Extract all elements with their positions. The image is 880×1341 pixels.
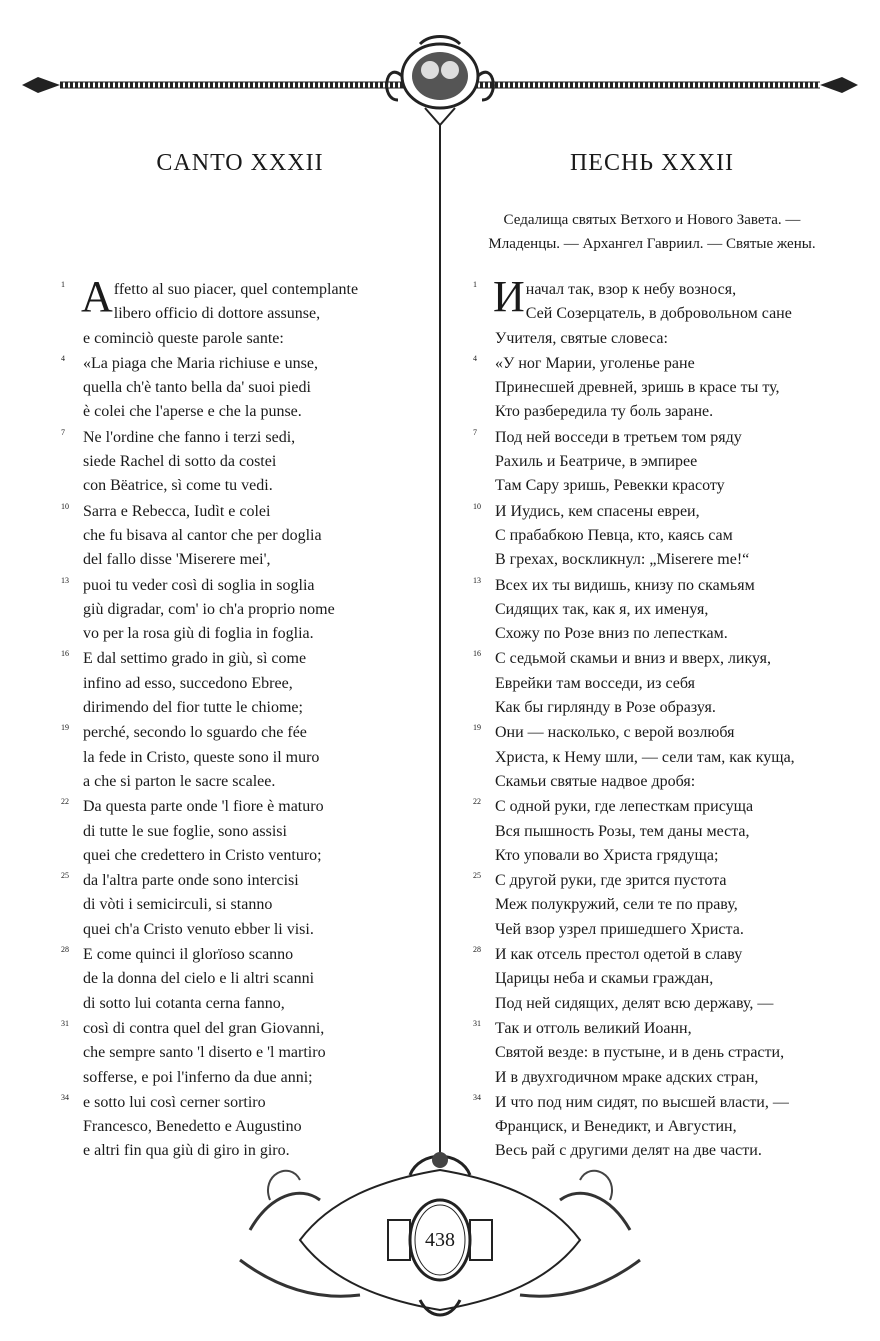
line-number: 34 bbox=[473, 1092, 481, 1102]
tercet bbox=[462, 426, 842, 499]
verse-line: Царицы неба и скамьи граждан, bbox=[495, 970, 714, 988]
verse-line: Христа, к Нему шли, — сели там, как куща, bbox=[495, 748, 795, 766]
verse-line: Так и отголь великий Иоанн, bbox=[495, 1019, 692, 1037]
tercet bbox=[462, 1091, 842, 1164]
verse-line: puoi tu veder così di soglia in soglia bbox=[83, 576, 315, 594]
verse-line: de la donna del cielo e li altri scanni bbox=[83, 970, 315, 988]
tercet bbox=[50, 1091, 430, 1164]
verse-line: Как бы гирлянду в Розе образуя. bbox=[495, 699, 716, 717]
verse-line: «У ног Марии, уголенье ране bbox=[495, 354, 695, 372]
verse-line: di sotto lui cotanta cerna fanno, bbox=[83, 994, 285, 1012]
line-number: 19 bbox=[61, 723, 69, 733]
tercet bbox=[462, 647, 842, 720]
tercet bbox=[50, 500, 430, 573]
verse-line: Кто уповали во Христа грядуща; bbox=[495, 846, 719, 864]
line-number: 25 bbox=[473, 871, 481, 881]
verse-line: Рахиль и Беатриче, в эмпирее bbox=[495, 453, 698, 471]
tercet bbox=[462, 721, 842, 794]
verse-line: Sarra e Rebecca, Iudìt e colei bbox=[83, 502, 271, 520]
line-number: 1 bbox=[61, 280, 65, 289]
verse-line: С прабабкою Певца, кто, каясь сам bbox=[495, 526, 733, 544]
verse-line: E come quinci il glorïoso scanno bbox=[83, 946, 294, 964]
tercet bbox=[50, 795, 430, 868]
verse-line: dirimendo del fior tutte le chiome; bbox=[83, 699, 303, 717]
verse-line: Чей взор узрел пришедшего Христа. bbox=[495, 920, 744, 938]
verse-line: Схожу по Розе вниз по лепесткам. bbox=[495, 625, 728, 643]
tercet bbox=[50, 943, 430, 1016]
line-number: 25 bbox=[61, 871, 69, 881]
verse-line: Кто разбередила ту боль заране. bbox=[495, 403, 714, 421]
verse-line: «La piaga che Maria richiuse e unse, bbox=[83, 354, 319, 372]
canto-title: CANTO XXXII bbox=[156, 150, 324, 176]
verse-line: quei che credettero in Cristo venturo; bbox=[83, 846, 322, 864]
verse-line: di vòti i semicirculi, si stanno bbox=[83, 896, 273, 914]
verse-line: Вся пышность Розы, тем даны места, bbox=[495, 822, 750, 840]
summary-line: Младенцы. — Архангел Гавриил. — Святые жены. bbox=[488, 236, 816, 252]
verse-line: giù digradar, com' io ch'a proprio nome bbox=[83, 600, 335, 618]
verse-line: da l'altra parte onde sono intercisi bbox=[83, 872, 299, 890]
verse-line: Учителя, святые словеса: bbox=[495, 329, 668, 347]
tercet bbox=[462, 500, 842, 573]
verse-line: И как отсель престол одетой в славу bbox=[495, 946, 743, 964]
tercet bbox=[50, 426, 430, 499]
tercet bbox=[50, 647, 430, 720]
verse-line: С другой руки, где зрится пустота bbox=[495, 872, 727, 890]
verse-line: Francesco, Benedetto e Augustino bbox=[83, 1118, 302, 1136]
tercet bbox=[50, 352, 430, 425]
tercet bbox=[462, 795, 842, 868]
line-number: 10 bbox=[473, 501, 481, 511]
line-number: 4 bbox=[61, 353, 65, 363]
tercet bbox=[462, 574, 842, 647]
line-number: 34 bbox=[61, 1092, 69, 1102]
line-number: 4 bbox=[473, 353, 477, 363]
line-number: 16 bbox=[61, 649, 69, 659]
line-number: 10 bbox=[61, 501, 69, 511]
verse-line: a che si parton le sacre scalee. bbox=[83, 772, 276, 790]
verse-line: infino ad esso, succedono Ebree, bbox=[83, 674, 293, 692]
drop-cap: A bbox=[81, 272, 113, 321]
line-number: 19 bbox=[473, 723, 481, 733]
line-number: 28 bbox=[473, 945, 481, 955]
line-number: 7 bbox=[61, 427, 65, 437]
cherub-cartouche-ornament bbox=[387, 37, 494, 126]
verse-line: perché, secondo lo sguardo che fée bbox=[83, 724, 307, 742]
line-number: 13 bbox=[61, 575, 69, 585]
verse-line: Принесшей древней, зришь в красе ты ту, bbox=[495, 379, 780, 397]
line-number: 28 bbox=[61, 945, 69, 955]
verse-line: И что под ним сидят, по высшей власти, — bbox=[495, 1093, 789, 1111]
verse-line: Сей Созерцатель, в добровольном сане bbox=[525, 305, 792, 323]
verse-line: del fallo disse 'Miserere mei', bbox=[83, 551, 271, 569]
page-number: 438 bbox=[425, 1229, 455, 1251]
tercet bbox=[50, 869, 430, 942]
tercet bbox=[462, 1017, 842, 1090]
verse-line: e altri fin qua giù di giro in giro. bbox=[83, 1142, 290, 1160]
verse-line: Святой везде: в пустыне, и в день страсти, bbox=[495, 1044, 785, 1062]
verse-line: С одной руки, где лепесткам присуща bbox=[495, 798, 754, 816]
verse-line: Всех их ты видишь, книзу по скамьям bbox=[495, 576, 755, 594]
line-number: 22 bbox=[473, 797, 481, 807]
verse-line: Они — насколько, с верой возлюбя bbox=[495, 724, 735, 742]
verse-line: che fu bisava al cantor che per doglia bbox=[83, 526, 322, 544]
verse-line: di tutte le sue foglie, sono assisi bbox=[83, 822, 287, 840]
verse-line: Меж полукружий, сели те по праву, bbox=[495, 896, 738, 914]
verse-line: И в двухгодичном мраке адских стран, bbox=[495, 1068, 759, 1086]
verse-text: начал так, взор к небу вознося, bbox=[525, 281, 737, 298]
verse-line: e cominciò queste parole sante: bbox=[83, 329, 284, 347]
verse-line: Сидящих так, как я, их именуя, bbox=[495, 600, 709, 618]
verse-line: e sotto lui così cerner sortiro bbox=[83, 1093, 266, 1111]
verse-line: Ne l'ordine che fanno i terzi sedi, bbox=[83, 428, 296, 446]
pesn-title: ПЕСНЬ XXXII bbox=[569, 150, 735, 176]
tercet bbox=[462, 272, 842, 351]
tercet bbox=[50, 721, 430, 794]
line-number: 7 bbox=[473, 427, 477, 437]
tercet bbox=[50, 574, 430, 647]
tercet bbox=[462, 869, 842, 942]
tercet bbox=[462, 352, 842, 425]
line-number: 31 bbox=[61, 1018, 69, 1028]
verse-line: Там Сару зришь, Ревекки красоту bbox=[495, 477, 725, 495]
tercet bbox=[50, 1017, 430, 1090]
verse-line: Франциск, и Венедикт, и Августин, bbox=[495, 1118, 737, 1136]
verse-line: Еврейки там восседи, из себя bbox=[495, 674, 695, 692]
verse-line: Под ней сидящих, делят всю державу, — bbox=[495, 994, 774, 1012]
verse-line: libero officio di dottore assunse, bbox=[113, 305, 321, 323]
verse-line: vo per la rosa giù di foglia in foglia. bbox=[83, 625, 314, 643]
tercet bbox=[462, 943, 842, 1016]
verse-line: che sempre santo 'l diserto e 'l martiro bbox=[83, 1044, 326, 1062]
verse-line: Под ней восседи в третьем том ряду bbox=[495, 428, 742, 446]
verse-line: con Bëatrice, sì come tu vedi. bbox=[83, 477, 273, 495]
line-number: 16 bbox=[473, 649, 481, 659]
verse-line: Скамьи святые надвое дробя: bbox=[495, 772, 696, 790]
verse-line: И Иудись, кем спасены евреи, bbox=[495, 502, 700, 520]
summary-line: Седалища святых Ветхого и Нового Завета. — bbox=[503, 212, 801, 228]
verse-line: sofferse, e poi l'inferno da due anni; bbox=[83, 1068, 313, 1086]
verse-line: В грехах, воскликнул: „Miserere me!“ bbox=[495, 551, 750, 569]
verse-line: così di contra quel del gran Giovanni, bbox=[83, 1019, 325, 1037]
verse-line: la fede in Cristo, queste sono il muro bbox=[83, 748, 320, 766]
italian-stanzas bbox=[50, 272, 430, 1165]
line-number: 1 bbox=[473, 280, 477, 289]
verse-line: Da questa parte onde 'l fiore è maturo bbox=[83, 798, 324, 816]
verse-line: E dal settimo grado in giù, sì come bbox=[83, 650, 307, 668]
verse-line: è colei che l'aperse e che la punse. bbox=[83, 403, 302, 421]
tercet bbox=[50, 272, 430, 351]
russian-stanzas bbox=[462, 272, 842, 1165]
drop-cap: И bbox=[493, 272, 525, 321]
verse-text: ffetto al suo piacer, quel contemplante bbox=[113, 281, 359, 298]
line-number: 22 bbox=[61, 797, 69, 807]
verse-line: quei ch'a Cristo venuto ebber li visi. bbox=[83, 920, 314, 938]
canto-summary bbox=[452, 208, 852, 256]
line-number: 13 bbox=[473, 575, 481, 585]
verse-line: siede Rachel di sotto da costei bbox=[83, 453, 277, 471]
verse-line: С седьмой скамьи и вниз и вверх, ликуя, bbox=[495, 650, 771, 668]
line-number: 31 bbox=[473, 1018, 481, 1028]
verse-line: Весь рай с другими делят на две части. bbox=[495, 1142, 762, 1160]
verse-line: quella ch'è tanto bella da' suoi piedi bbox=[83, 379, 311, 397]
